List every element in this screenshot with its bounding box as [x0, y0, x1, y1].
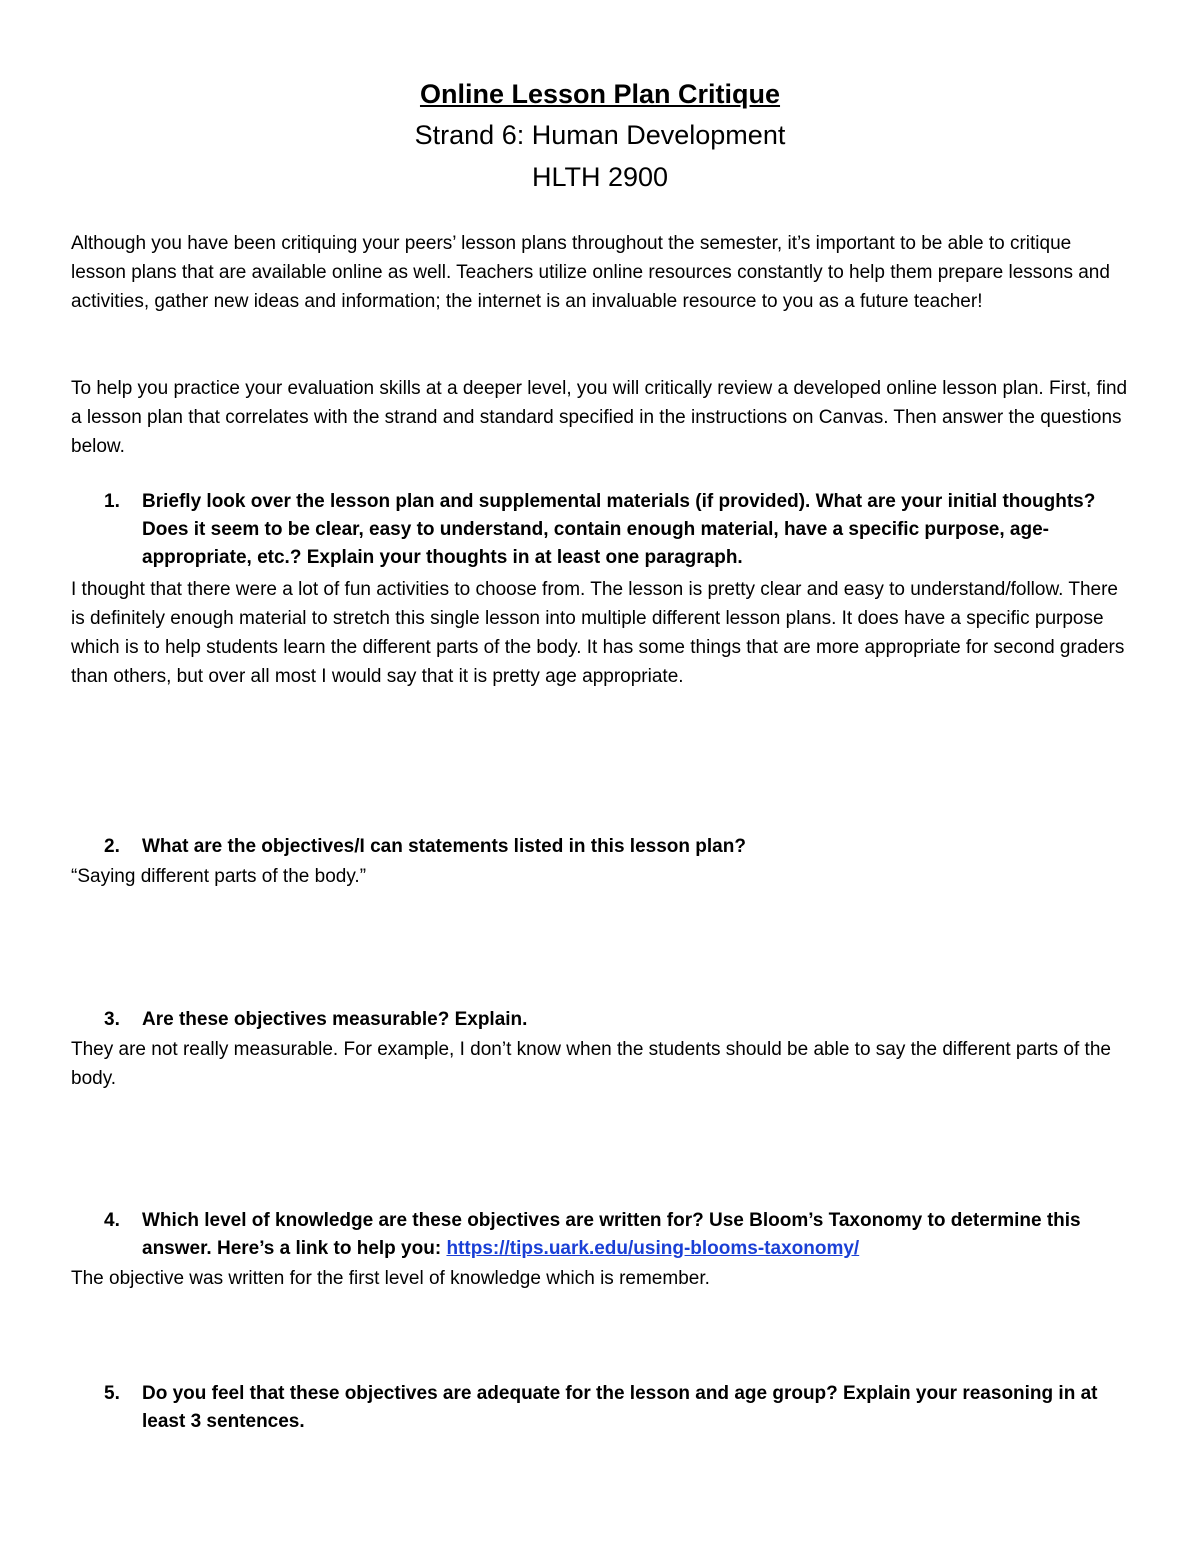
question-number: 1.: [104, 491, 120, 512]
question-5: [104, 1380, 1134, 1436]
page-title: Online Lesson Plan Critique: [419, 79, 781, 109]
answer-3: They are not really measurable. For example, I don’t know when the students should be able to say the different parts of the body.: [71, 1039, 1111, 1089]
blooms-taxonomy-link[interactable]: https://tips.uark.edu/using-blooms-taxonomy/: [446, 1238, 860, 1259]
question-2: [104, 833, 1134, 861]
header: [0, 74, 1200, 198]
question-text: [142, 1207, 1134, 1263]
question-number: 4.: [104, 1210, 120, 1231]
question-text: What are the objectives/I can statements listed in this lesson plan?: [142, 836, 746, 857]
answer-2: “Saying different parts of the body.”: [71, 866, 367, 887]
question-text-body: Which level of knowledge are these objectives are written for? Use Bloom’s Taxonomy to determine this answer. Here’s a link to help you:: [142, 1210, 1081, 1259]
answer-4: The objective was written for the first level of knowledge which is remember.: [71, 1268, 710, 1289]
question-text: Do you feel that these objectives are adequate for the lesson and age group? Explain your reasoning in at least 3 sentences.: [142, 1383, 1098, 1432]
intro-paragraph-1: Although you have been critiquing your peers’ lesson plans throughout the semester, it’s important to be able to critique lesson plans that are available online as well. Teachers utilize online resources constantly to help them prepare lessons and activities, gather new ideas and information; the internet is an invaluable resource to you as a future teacher!: [71, 233, 1110, 312]
question-text: Are these objectives measurable? Explain.: [142, 1009, 528, 1030]
question-text: Briefly look over the lesson plan and supplemental materials (if provided). What are your initial thoughts? Does it seem to be clear, easy to understand, contain enough material, have a specific purpose, age-appropriate, etc.? Explain your thoughts in at least one paragraph.: [142, 491, 1096, 568]
course-code: HLTH 2900: [531, 162, 669, 192]
question-number: 3.: [104, 1009, 120, 1030]
question-3: [104, 1006, 1134, 1034]
strand-subtitle: Strand 6: Human Development: [414, 120, 786, 150]
intro-paragraph-2: To help you practice your evaluation skills at a deeper level, you will critically review a developed online lesson plan. First, find a lesson plan that correlates with the strand and standard specified in the instructions on Canvas. Then answer the questions below.: [71, 378, 1128, 457]
question-number: 5.: [104, 1383, 120, 1404]
question-4: [104, 1207, 1134, 1263]
answer-1: I thought that there were a lot of fun activities to choose from. The lesson is pretty clear and easy to understand/follow. There is definitely enough material to stretch this single lesson into multiple different lesson plans. It does have a specific purpose which is to help students learn the different parts of the body. It has some things that are more appropriate for second graders than others, but over all most I would say that it is pretty age appropriate.: [71, 579, 1125, 687]
question-1: [104, 488, 1134, 572]
question-number: 2.: [104, 836, 120, 857]
